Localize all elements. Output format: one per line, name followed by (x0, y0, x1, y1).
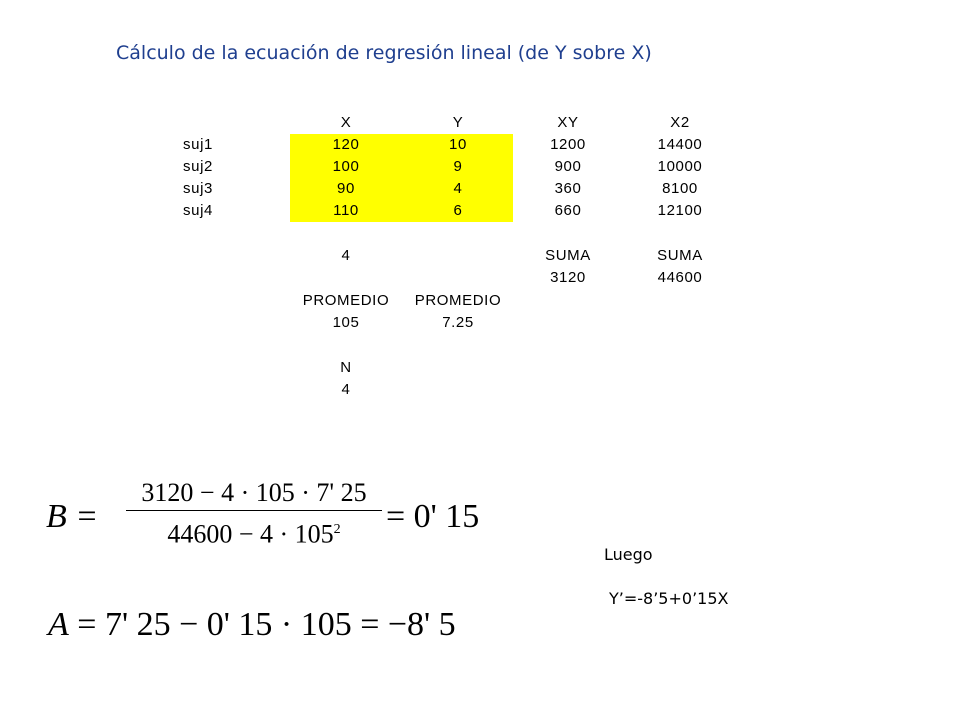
cell-y: 9 (453, 158, 463, 175)
header-x: X (340, 114, 352, 131)
cell-x2: 10000 (657, 158, 703, 175)
luego-label: Luego (604, 545, 653, 564)
row-label-suj4: suj4 (183, 202, 213, 219)
formula-b-numerator: 3120 − 4 · 105 · 7' 25 (141, 478, 367, 507)
row-label-suj1: suj1 (183, 136, 213, 153)
cell-xy: 360 (554, 180, 582, 197)
promedio-y-value: 7.25 (442, 314, 474, 331)
cell-x: 100 (332, 158, 360, 175)
cell-y: 4 (453, 180, 463, 197)
formula-b-exponent: 2 (333, 522, 341, 537)
formula-b-denominator-base: 44600 − 4 · 105 (167, 519, 334, 549)
header-x2: X2 (670, 114, 690, 131)
promedio-y-label: PROMEDIO (414, 292, 502, 309)
formula-b-denominator (126, 513, 382, 552)
page-title: Cálculo de la ecuación de regresión lineal (de Y sobre X) (116, 42, 652, 64)
cell-x2: 14400 (657, 136, 703, 153)
cell-x: 120 (332, 136, 360, 153)
formula-a-expression: = 7' 25 − 0' 15 · 105 = −8' 5 (68, 606, 456, 643)
cell-xy: 900 (554, 158, 582, 175)
cell-x: 110 (333, 202, 359, 219)
row-label-suj2: suj2 (183, 158, 213, 175)
formula-a-var: A (48, 606, 69, 643)
cell-x2: 12100 (657, 202, 703, 219)
row-label-suj3: suj3 (183, 180, 213, 197)
header-xy: XY (557, 114, 579, 131)
header-y: Y (452, 114, 464, 131)
n-value: 4 (341, 381, 351, 398)
formula-b-rhs: = 0' 15 (386, 498, 480, 535)
fraction-bar (126, 510, 382, 511)
suma-xy-label: SUMA (545, 247, 591, 264)
count-value: 4 (341, 247, 351, 264)
formula-b-fraction (126, 478, 382, 552)
cell-y: 6 (453, 202, 463, 219)
formula-a (48, 606, 456, 644)
promedio-x-label: PROMEDIO (302, 292, 390, 309)
suma-x2-value: 44600 (657, 269, 703, 286)
cell-y: 10 (449, 136, 467, 153)
cell-xy: 660 (554, 202, 582, 219)
cell-xy: 1200 (550, 136, 586, 153)
formula-b-lhs: B = (46, 498, 99, 535)
cell-x2: 8100 (662, 180, 698, 197)
regression-equation: Y’=-8’5+0’15X (609, 589, 729, 608)
suma-xy-value: 3120 (550, 269, 586, 286)
promedio-x-value: 105 (332, 314, 360, 331)
n-label: N (340, 359, 352, 376)
cell-x: 90 (337, 180, 355, 197)
suma-x2-label: SUMA (657, 247, 703, 264)
